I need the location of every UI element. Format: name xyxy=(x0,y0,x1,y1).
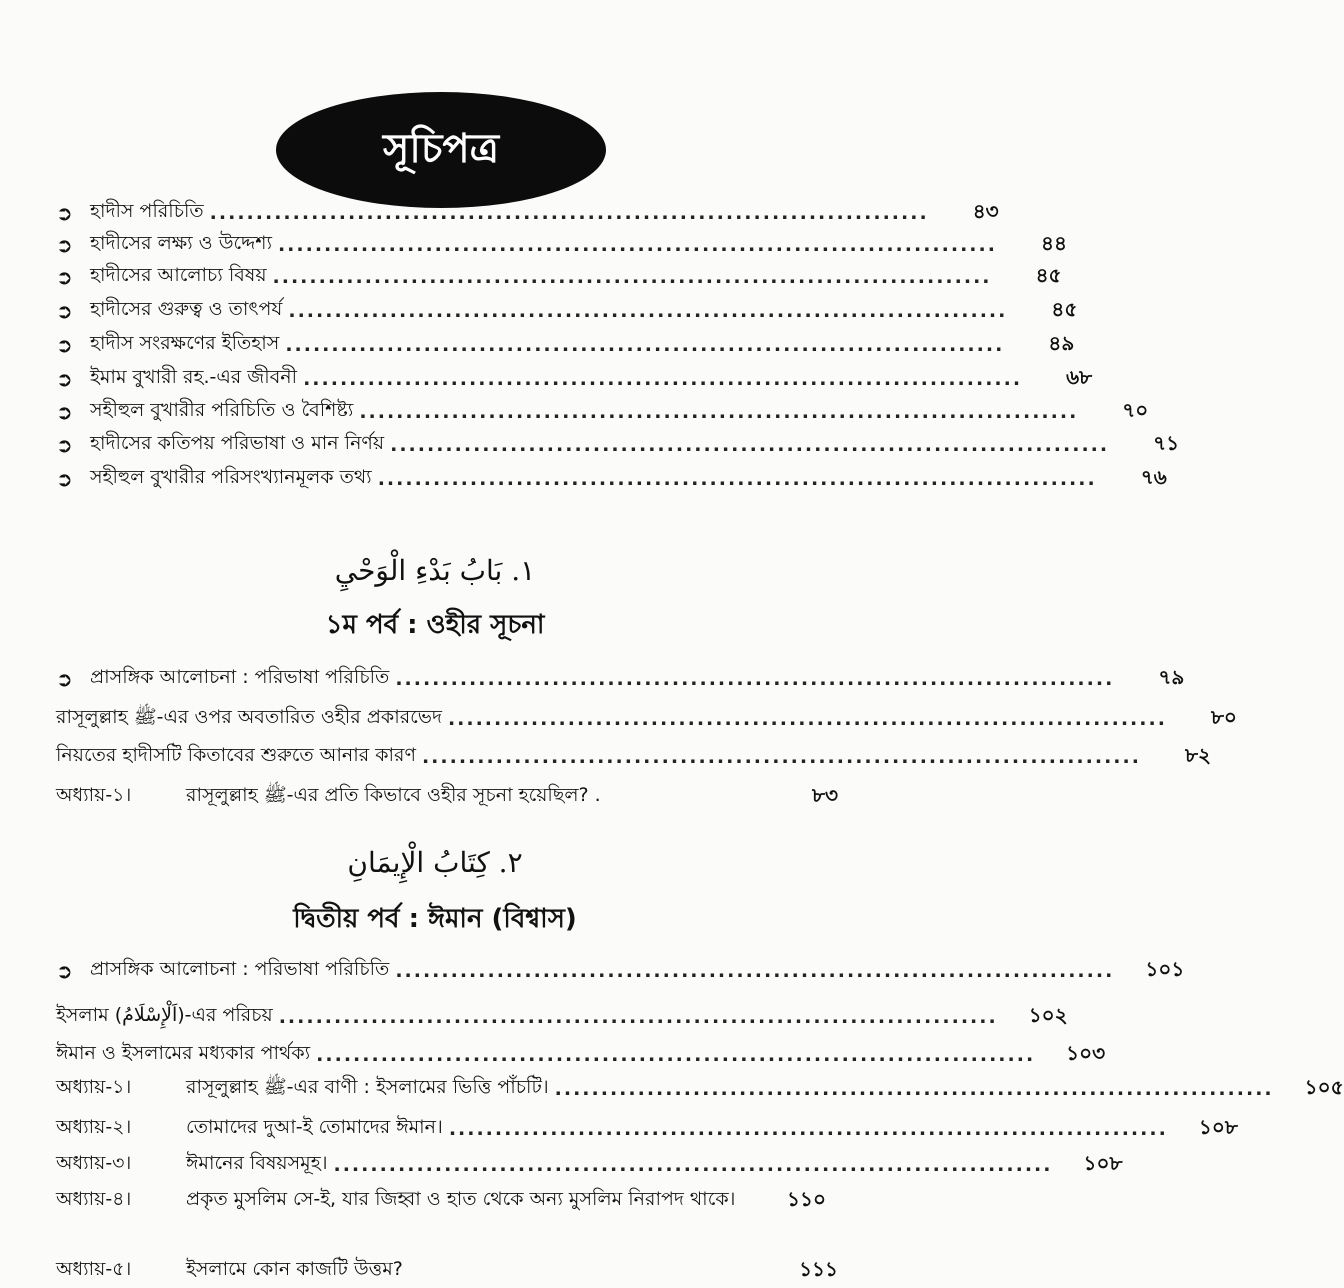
chapter-title: তোমাদের দুআ-ই তোমাদের ঈমান। xyxy=(186,1116,443,1138)
dot-leader: .............................................................................. xyxy=(448,1118,1168,1140)
toc-entry-page: ৮২ xyxy=(1184,742,1211,767)
toc-entry-page: ৮৩ xyxy=(812,782,838,807)
dot-leader: .............................................................................. xyxy=(395,960,1115,982)
toc-entry[interactable] xyxy=(56,296,1078,326)
toc-entry[interactable] xyxy=(56,397,1149,427)
toc-entry-page: ১০৩ xyxy=(1066,1040,1106,1065)
arrow-bullet-icon: ➲ xyxy=(56,233,73,257)
dot-leader: .............................................................................. xyxy=(390,434,1110,456)
toc-entry-label: হাদীসের লক্ষ্য ও উদ্দেশ্য xyxy=(90,232,272,254)
toc-entry[interactable] xyxy=(56,262,1062,292)
toc-entry-page: ৪৪ xyxy=(1040,230,1067,255)
toc-entry[interactable] xyxy=(56,430,1180,460)
toc-entry-label: রাসূলুল্লাহ ﷺ-এর ওপর অবতারিত ওহীর প্রকারভেদ xyxy=(56,706,442,728)
toc-entry-page: ৪৩ xyxy=(972,198,999,223)
toc-entry-page: ৭৬ xyxy=(1140,464,1167,489)
title-oval xyxy=(276,92,606,208)
toc-entry-label: সহীহুল বুখারীর পরিচিতি ও বৈশিষ্ট্য xyxy=(90,399,354,421)
toc-entry-label: হাদীসের গুরুত্ব ও তাৎপর্য xyxy=(90,298,283,320)
section2-heading: দ্বিতীয় পর্ব : ঈমান (বিশ্বাস) xyxy=(293,904,577,934)
dot-leader: .............................................................................. xyxy=(395,668,1115,690)
arrow-bullet-icon: ➲ xyxy=(56,667,73,691)
arrow-bullet-icon: ➲ xyxy=(56,299,73,323)
dot-leader: .............................................................................. xyxy=(303,368,1023,390)
toc-entry-label: নিয়তের হাদীসটি কিতাবের শুরুতে আনার কারণ xyxy=(56,744,416,766)
dot-leader: .............................................................................. xyxy=(333,1154,1053,1176)
toc-entry[interactable] xyxy=(56,664,1185,694)
chapter-title: প্রকৃত মুসলিম সে-ই, যার জিহ্বা ও হাত থেকে অন্য মুসলিম নিরাপদ থাকে। xyxy=(186,1188,736,1210)
dot-leader: .............................................................................. xyxy=(554,1078,1274,1100)
toc-entry-label: ইসলাম (اَلْإِسْلَامُ)-এর পরিচয় xyxy=(56,1004,273,1026)
chapter-number: অধ্যায়-১। xyxy=(56,784,132,806)
chapter-entry[interactable] xyxy=(56,782,838,812)
toc-entry-page: ১০৫ xyxy=(1304,1074,1344,1099)
arrow-bullet-icon: ➲ xyxy=(56,433,73,457)
chapter-entry[interactable] xyxy=(56,1182,838,1216)
section1-heading: ১ম পর্ব : ওহীর সূচনা xyxy=(325,610,545,640)
dot-leader: .............................................................................. xyxy=(278,1006,998,1028)
toc-entry[interactable] xyxy=(56,330,1075,360)
toc-entry-label: সহীহুল বুখারীর পরিসংখ্যানমূলক তথ্য xyxy=(90,466,372,488)
arrow-bullet-icon: ➲ xyxy=(56,367,73,391)
toc-entry-page: ৬৮ xyxy=(1066,364,1093,389)
toc-entry-label: ইমাম বুখারী রহ.-এর জীবনী xyxy=(90,366,298,388)
chapter-title: ঈমানের বিষয়সমূহ। xyxy=(186,1152,328,1174)
toc-entry[interactable] xyxy=(56,742,1211,772)
toc-entry[interactable] xyxy=(56,198,999,228)
toc-entry-label: ঈমান ও ইসলামের মধ্যকার পার্থক্য xyxy=(56,1042,311,1064)
chapter-number: অধ্যায়-১। xyxy=(56,1076,132,1098)
toc-entry-page: ৭৯ xyxy=(1158,664,1185,689)
toc-entry-label: হাদীসের আলোচ্য বিষয় xyxy=(90,264,267,286)
toc-entry-page: ১০৮ xyxy=(1083,1150,1123,1175)
arrow-bullet-icon: ➲ xyxy=(56,400,73,424)
dot-leader: .............................................................................. xyxy=(288,300,1008,322)
toc-entry-page: ১০২ xyxy=(1028,1002,1068,1027)
toc-entry-page: ৪৯ xyxy=(1048,330,1075,355)
toc-entry-page: ১০১ xyxy=(1145,956,1185,981)
arrow-bullet-icon: ➲ xyxy=(56,265,73,289)
dot-leader: .............................................................................. xyxy=(277,234,997,256)
chapter-entry[interactable] xyxy=(56,1114,1238,1144)
arrow-bullet-icon: ➲ xyxy=(56,333,73,357)
section1-arabic-title: ١. بَابُ بَدْءِ الْوَحْيِ xyxy=(334,554,536,587)
toc-entry-label: হাদীসের কতিপয় পরিভাষা ও মান নির্ণয় xyxy=(90,432,385,454)
toc-entry[interactable] xyxy=(56,956,1185,986)
chapter-entry[interactable] xyxy=(56,1150,1123,1180)
toc-entry[interactable] xyxy=(56,1040,1106,1070)
chapter-title: রাসূলুল্লাহ ﷺ-এর বাণী : ইসলামের ভিত্তি পাঁচটি। xyxy=(186,1076,549,1098)
toc-entry[interactable] xyxy=(56,1002,1068,1032)
chapter-title: রাসূলুল্লাহ ﷺ-এর প্রতি কিভাবে ওহীর সূচনা হয়েছিল? . xyxy=(186,784,601,806)
toc-entry[interactable] xyxy=(56,464,1167,494)
arrow-bullet-icon: ➲ xyxy=(56,959,73,983)
dot-leader: .............................................................................. xyxy=(209,202,929,224)
toc-entry-label: হাদীস পরিচিতি xyxy=(90,200,204,222)
chapter-number: অধ্যায়-২। xyxy=(56,1116,132,1138)
chapter-title: ইসলামে কোন কাজটি উত্তম? xyxy=(186,1258,403,1280)
toc-entry-page: ৭১ xyxy=(1153,430,1180,455)
dot-leader: .............................................................................. xyxy=(359,401,1079,423)
toc-entry-page: ৮০ xyxy=(1210,704,1237,729)
dot-leader: .............................................................................. xyxy=(316,1044,1036,1066)
dot-leader: .............................................................................. xyxy=(272,266,992,288)
toc-entry-page: ১০৮ xyxy=(1198,1114,1238,1139)
chapter-entry[interactable] xyxy=(56,1256,838,1286)
dot-leader: .............................................................................. xyxy=(377,468,1097,490)
chapter-number: অধ্যায়-৫। xyxy=(56,1258,132,1280)
toc-entry-page: ৪৫ xyxy=(1051,296,1078,321)
toc-entry-page: ৪৫ xyxy=(1035,262,1062,287)
arrow-bullet-icon: ➲ xyxy=(56,201,73,225)
arrow-bullet-icon: ➲ xyxy=(56,467,73,491)
toc-entry-page: ৭০ xyxy=(1122,397,1149,422)
toc-entry[interactable] xyxy=(56,364,1093,394)
toc-entry-page: ১১১ xyxy=(799,1256,838,1281)
chapter-entry[interactable] xyxy=(56,1074,1344,1104)
chapter-number: অধ্যায়-৪। xyxy=(56,1188,132,1210)
toc-entry-label: হাদীস সংরক্ষণের ইতিহাস xyxy=(90,332,280,354)
toc-entry-label: প্রাসঙ্গিক আলোচনা : পরিভাষা পরিচিতি xyxy=(90,958,390,980)
toc-entry-page: ১১০ xyxy=(787,1187,826,1211)
toc-entry[interactable] xyxy=(56,230,1067,260)
dot-leader: .............................................................................. xyxy=(447,708,1167,730)
toc-entry-label: প্রাসঙ্গিক আলোচনা : পরিভাষা পরিচিতি xyxy=(90,666,390,688)
section2-arabic-title: ٢. كِتَابُ الْإِيمَانِ xyxy=(347,846,523,879)
dot-leader: .............................................................................. xyxy=(421,746,1141,768)
toc-entry[interactable] xyxy=(56,704,1237,734)
page-title: সূচিপত্র xyxy=(383,124,499,172)
dot-leader: .............................................................................. xyxy=(285,334,1005,356)
chapter-number: অধ্যায়-৩। xyxy=(56,1152,132,1174)
